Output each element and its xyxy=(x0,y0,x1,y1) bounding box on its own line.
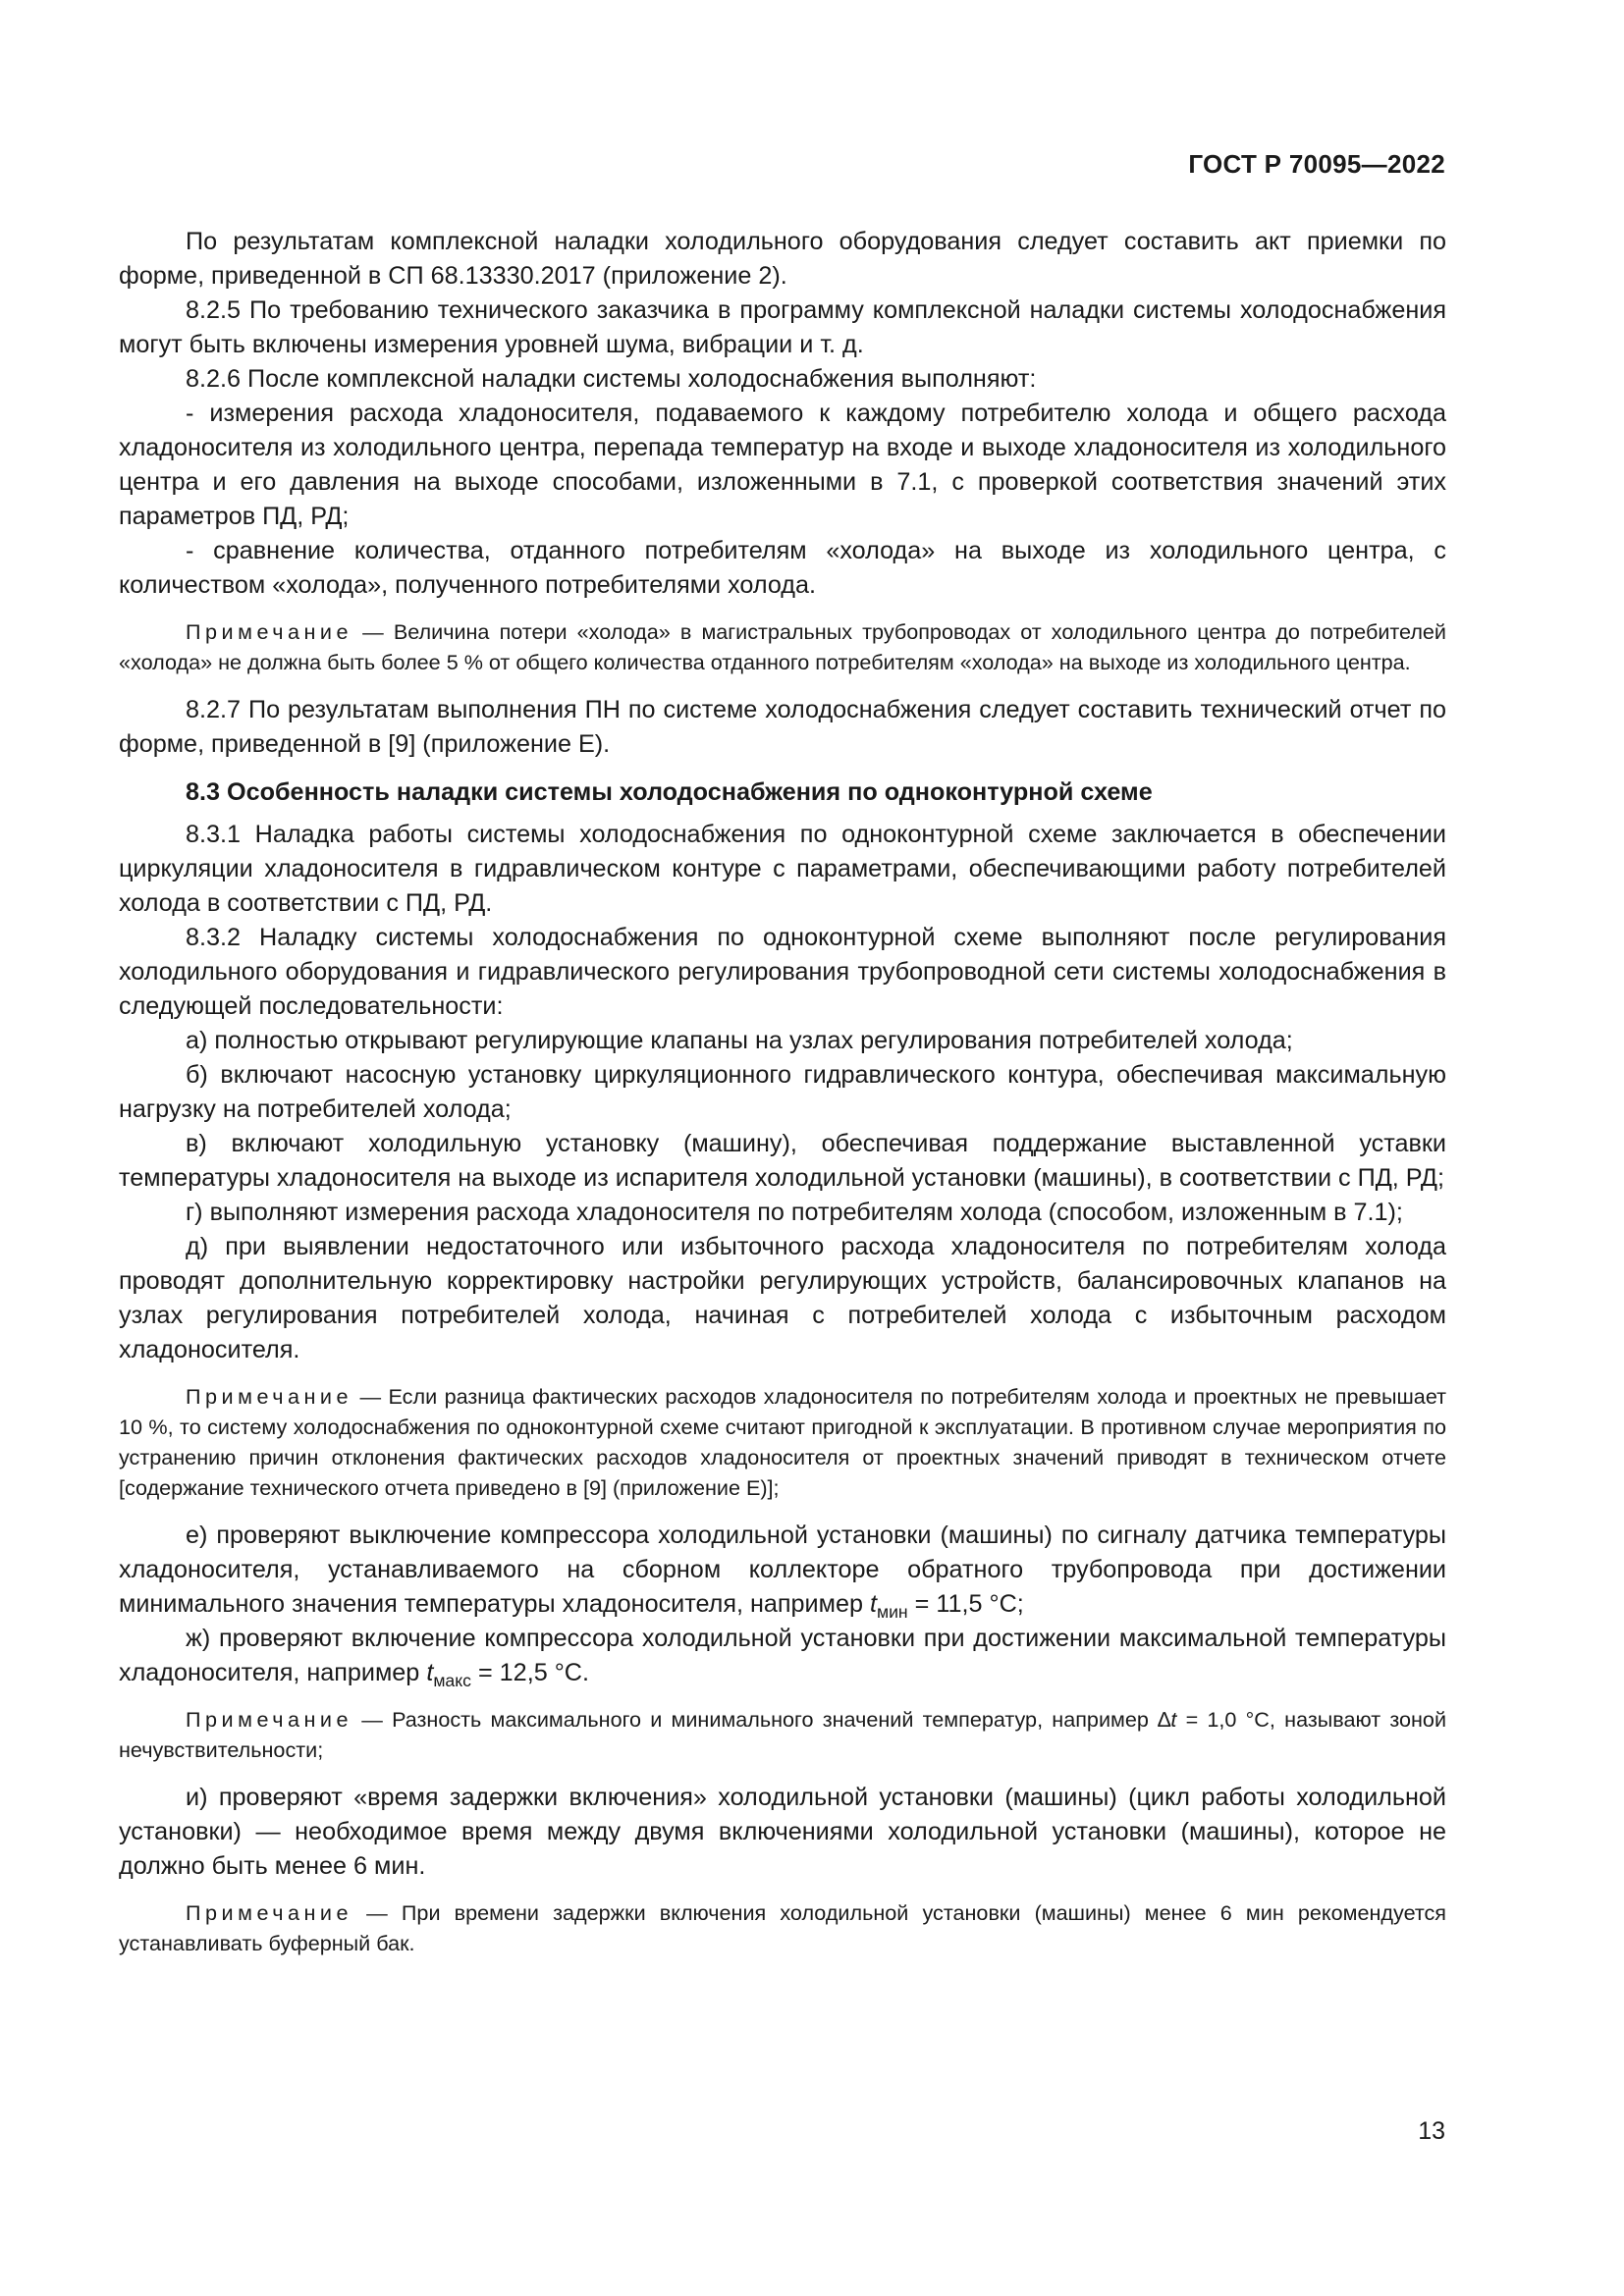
note-4 xyxy=(119,1897,1446,1958)
list-item-e xyxy=(119,1519,1446,1622)
paragraph-acceptance-act: По результатам комплексной наладки холодильного оборудования следует составить акт приемки по форме, приведенной в СП 68.13330.2017 (приложение 2). xyxy=(119,228,1446,290)
paragraph-8-3-1: 8.3.1 Наладка работы системы холодоснабжения по одноконтурной схеме заключается в обеспечении циркуляции хладоносителя в гидравлическом контуре с параметрами, обеспечивающими работу потребителей холода в соответствии с ПД, РД. xyxy=(119,821,1446,917)
note-text: — Величина потери «холода» в магистральных трубопроводах от холодильного центра до потребителей «холода» не должна быть более 5 % от общего количества отданного потребителям «холода» на выходе из холодильного центра. xyxy=(119,619,1446,674)
temperature-symbol: t xyxy=(869,1590,877,1618)
paragraph-8-2-5: 8.2.5 По требованию технического заказчика в программу комплексной наладки системы холодоснабжения могут быть включены измерения уровней шума, вибрации и т. д. xyxy=(119,296,1446,358)
note-text: — Разность максимального и минимального значений температур, например ∆ xyxy=(352,1707,1171,1732)
list-item-cold-comparison: - сравнение количества, отданного потребителям «холода» на выходе из холодильного центра, с количеством «холода», полученного потребителями холода. xyxy=(119,537,1446,599)
list-item-a: а) полностью открывают регулирующие клапаны на узлах регулирования потребителей холода; xyxy=(186,1027,1293,1054)
note-label: Примечание xyxy=(186,1707,352,1732)
temperature-value-min: = 11,5 °С; xyxy=(907,1590,1024,1618)
paragraph-8-3-2: 8.3.2 Наладку системы холодоснабжения по одноконтурной схеме выполняют после регулирования холодильного оборудования и гидравлического регулирования трубопроводной сети системы холодоснабжения в следующей последовательности: xyxy=(119,924,1446,1020)
temperature-subscript-min: мин xyxy=(876,1602,908,1622)
temperature-subscript-max: макс xyxy=(433,1671,471,1690)
temperature-symbol: t xyxy=(1170,1707,1177,1732)
note-text: — При времени задержки включения холодильной установки (машины) менее 6 мин рекомендуется устанавливать буферный бак. xyxy=(119,1900,1446,1955)
note-2 xyxy=(119,1381,1446,1503)
list-item-g: г) выполняют измерения расхода хладоносителя по потребителям холода (способом, изложенным в 7.1); xyxy=(186,1199,1403,1226)
page-content xyxy=(119,225,1446,1974)
note-label: Примечание xyxy=(186,619,352,644)
paragraph-8-2-7: 8.2.7 По результатам выполнения ПН по системе холодоснабжения следует составить технический отчет по форме, приведенной в [9] (приложение Е). xyxy=(119,696,1446,758)
paragraph-8-2-6: 8.2.6 После комплексной наладки системы холодоснабжения выполняют: xyxy=(186,365,1037,393)
temperature-symbol: t xyxy=(426,1659,434,1686)
list-item-i: и) проверяют «время задержки включения» холодильной установки (машины) (цикл работы холодильной установки) — необходимое время между двумя включениями холодильной установки (машины), которое не должно быть менее 6 мин. xyxy=(119,1784,1446,1880)
temperature-value-max: = 12,5 °С. xyxy=(470,1659,589,1686)
list-item-d: д) при выявлении недостаточного или избыточного расхода хладоносителя по потребителям холода проводят дополнительную корректировку настройки регулирующих устройств, балансировочных клапанов на узлах регулирования потребителей холода, начиная с потребителей холода с избыточным расходом хладоносителя. xyxy=(119,1233,1446,1363)
section-heading-8-3: 8.3 Особенность наладки системы холодоснабжения по одноконтурной схеме xyxy=(186,778,1153,806)
list-item-zh-text: ж) проверяют включение компрессора холодильной установки при достижении максимальной температуры хладоносителя, например xyxy=(119,1625,1446,1686)
note-3 xyxy=(119,1704,1446,1765)
document-code-header: ГОСТ Р 70095—2022 xyxy=(1188,149,1445,179)
list-item-b: б) включают насосную установку циркуляционного гидравлического контура, обеспечивая максимальную нагрузку на потребителей холода; xyxy=(119,1061,1446,1123)
note-label: Примечание xyxy=(186,1900,352,1925)
note-text-end: = 1,0 °С, называют зоной нечувствительности; xyxy=(119,1707,1447,1762)
page-number: 13 xyxy=(1418,2117,1445,2145)
list-item-flow-measurement: - измерения расхода хладоносителя, подаваемого к каждому потребителю холода и общего расхода хладоносителя из холодильного центра, перепада температур на входе и выходе хладоносителя из холодильного центра и его давления на выходе способами, изложенными в 7.1, с проверкой соответствия значений этих параметров ПД, РД; xyxy=(119,400,1446,530)
list-item-v: в) включают холодильную установку (машину), обеспечивая поддержание выставленной уставки температуры хладоносителя на выходе из испарителя холодильной установки (машины), в соответствии с ПД, РД; xyxy=(119,1130,1446,1192)
note-label: Примечание xyxy=(186,1384,352,1409)
list-item-zh xyxy=(119,1622,1446,1690)
list-item-e-text: е) проверяют выключение компрессора холодильной установки (машины) по сигналу датчика температуры хладоносителя, устанавливаемого на сборном коллекторе обратного трубопровода при достижении минимального значения температуры хладоносителя, например xyxy=(119,1522,1446,1618)
note-text: — Если разница фактических расходов хладоносителя по потребителям холода и проектных не превышает 10 %, то систему холодоснабжения по одноконтурной схеме считают пригодной к эксплуатации. В противном случае мероприятия по устранению причин отклонения фактических расходов хладоносителя от проектных значений приводят в техническом отчете [содержание технического отчета приведено в [9] (приложение Е)]; xyxy=(119,1384,1446,1500)
note-1 xyxy=(119,616,1446,677)
